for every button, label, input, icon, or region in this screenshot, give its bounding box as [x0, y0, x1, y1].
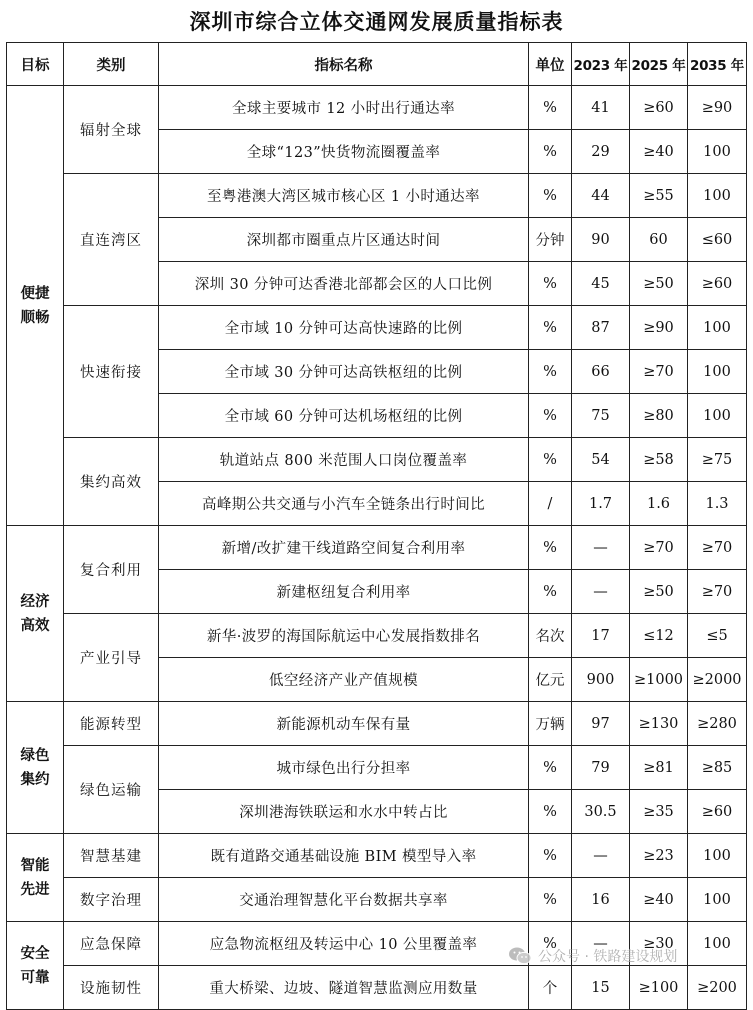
- goal-label: 安全 可靠: [20, 945, 50, 986]
- goal-label: 经济 高效: [20, 593, 50, 634]
- target-2025-cell: ≥80: [630, 394, 688, 438]
- goal-cell: [7, 834, 64, 922]
- target-2035-cell: 100: [688, 922, 747, 966]
- table-row: [7, 306, 747, 350]
- category-cell: 产业引导: [64, 614, 159, 702]
- category-cell: 绿色运输: [64, 746, 159, 834]
- indicator-name-cell: 应急物流枢纽及转运中心 10 公里覆盖率: [159, 922, 529, 966]
- target-2025-cell: ≥1000: [630, 658, 688, 702]
- value-2023-cell: —: [572, 834, 630, 878]
- value-2023-cell: 30.5: [572, 790, 630, 834]
- unit-cell: 个: [529, 966, 572, 1010]
- unit-cell: %: [529, 878, 572, 922]
- unit-cell: %: [529, 526, 572, 570]
- indicator-name-cell: 新建枢纽复合利用率: [159, 570, 529, 614]
- value-2023-cell: —: [572, 570, 630, 614]
- target-2035-cell: 100: [688, 834, 747, 878]
- category-cell: 应急保障: [64, 922, 159, 966]
- target-2025-cell: 1.6: [630, 482, 688, 526]
- indicator-name-cell: 新能源机动车保有量: [159, 702, 529, 746]
- target-2025-cell: ≥81: [630, 746, 688, 790]
- target-2035-cell: 100: [688, 306, 747, 350]
- value-2023-cell: 97: [572, 702, 630, 746]
- target-2025-cell: ≥130: [630, 702, 688, 746]
- indicator-name-cell: 城市绿色出行分担率: [159, 746, 529, 790]
- target-2025-cell: ≥35: [630, 790, 688, 834]
- unit-cell: 分钟: [529, 218, 572, 262]
- goal-label: 绿色 集约: [20, 747, 50, 788]
- unit-cell: %: [529, 570, 572, 614]
- header-goal: 目标: [7, 43, 64, 86]
- unit-cell: 万辆: [529, 702, 572, 746]
- goal-cell: [7, 526, 64, 702]
- table-row: [7, 174, 747, 218]
- target-2025-cell: ≥58: [630, 438, 688, 482]
- target-2035-cell: 100: [688, 878, 747, 922]
- unit-cell: %: [529, 262, 572, 306]
- target-2035-cell: 100: [688, 394, 747, 438]
- category-cell: 集约高效: [64, 438, 159, 526]
- category-cell: 复合利用: [64, 526, 159, 614]
- indicator-name-cell: 全市域 60 分钟可达机场枢纽的比例: [159, 394, 529, 438]
- table-row: [7, 702, 747, 746]
- unit-cell: 亿元: [529, 658, 572, 702]
- header-category: 类别: [64, 43, 159, 86]
- value-2023-cell: 66: [572, 350, 630, 394]
- target-2035-cell: 100: [688, 350, 747, 394]
- header-unit: 单位: [529, 43, 572, 86]
- table-body: [7, 86, 747, 1010]
- indicator-name-cell: 高峰期公共交通与小汽车全链条出行时间比: [159, 482, 529, 526]
- target-2025-cell: ≥55: [630, 174, 688, 218]
- goal-cell: [7, 86, 64, 526]
- target-2035-cell: ≥70: [688, 526, 747, 570]
- target-2035-cell: ≥280: [688, 702, 747, 746]
- target-2025-cell: ≤12: [630, 614, 688, 658]
- table-row: [7, 438, 747, 482]
- indicator-table: [6, 42, 747, 1010]
- unit-cell: %: [529, 438, 572, 482]
- header-indicator-name: 指标名称: [159, 43, 529, 86]
- unit-cell: %: [529, 834, 572, 878]
- value-2023-cell: 16: [572, 878, 630, 922]
- target-2035-cell: 1.3: [688, 482, 747, 526]
- category-cell: 设施韧性: [64, 966, 159, 1010]
- unit-cell: %: [529, 922, 572, 966]
- table-row: [7, 966, 747, 1010]
- table-row: [7, 746, 747, 790]
- goal-label: 智能 先进: [20, 857, 50, 898]
- indicator-name-cell: 轨道站点 800 米范围人口岗位覆盖率: [159, 438, 529, 482]
- unit-cell: %: [529, 394, 572, 438]
- unit-cell: %: [529, 86, 572, 130]
- target-2025-cell: ≥40: [630, 878, 688, 922]
- target-2035-cell: ≥200: [688, 966, 747, 1010]
- value-2023-cell: 54: [572, 438, 630, 482]
- indicator-name-cell: 全市域 10 分钟可达高快速路的比例: [159, 306, 529, 350]
- indicator-name-cell: 新华·波罗的海国际航运中心发展指数排名: [159, 614, 529, 658]
- target-2025-cell: ≥70: [630, 526, 688, 570]
- indicator-name-cell: 深圳港海铁联运和水水中转占比: [159, 790, 529, 834]
- table-row: [7, 526, 747, 570]
- table-row: [7, 878, 747, 922]
- target-2025-cell: ≥40: [630, 130, 688, 174]
- target-2035-cell: ≥70: [688, 570, 747, 614]
- target-2035-cell: ≥85: [688, 746, 747, 790]
- value-2023-cell: 29: [572, 130, 630, 174]
- category-cell: 辐射全球: [64, 86, 159, 174]
- target-2025-cell: ≥100: [630, 966, 688, 1010]
- target-2025-cell: ≥50: [630, 262, 688, 306]
- indicator-name-cell: 全球主要城市 12 小时出行通达率: [159, 86, 529, 130]
- value-2023-cell: 45: [572, 262, 630, 306]
- indicator-name-cell: 深圳都市圈重点片区通达时间: [159, 218, 529, 262]
- table-row: [7, 922, 747, 966]
- value-2023-cell: 44: [572, 174, 630, 218]
- unit-cell: %: [529, 790, 572, 834]
- unit-cell: %: [529, 174, 572, 218]
- indicator-name-cell: 重大桥梁、边坡、隧道智慧监测应用数量: [159, 966, 529, 1010]
- target-2035-cell: ≥60: [688, 262, 747, 306]
- category-cell: 智慧基建: [64, 834, 159, 878]
- unit-cell: %: [529, 350, 572, 394]
- indicator-name-cell: 全市域 30 分钟可达高铁枢纽的比例: [159, 350, 529, 394]
- target-2035-cell: ≥2000: [688, 658, 747, 702]
- target-2025-cell: ≥50: [630, 570, 688, 614]
- category-cell: 数字治理: [64, 878, 159, 922]
- unit-cell: /: [529, 482, 572, 526]
- value-2023-cell: 41: [572, 86, 630, 130]
- target-2025-cell: ≥23: [630, 834, 688, 878]
- value-2023-cell: 90: [572, 218, 630, 262]
- value-2023-cell: 17: [572, 614, 630, 658]
- watermark-text: 公众号 · 铁路建设规划: [538, 949, 678, 965]
- target-2035-cell: 100: [688, 130, 747, 174]
- table-row: [7, 86, 747, 130]
- category-cell: 直连湾区: [64, 174, 159, 306]
- indicator-name-cell: 新增/改扩建干线道路空间复合利用率: [159, 526, 529, 570]
- unit-cell: %: [529, 306, 572, 350]
- value-2023-cell: 15: [572, 966, 630, 1010]
- unit-cell: 名次: [529, 614, 572, 658]
- target-2025-cell: ≥30: [630, 922, 688, 966]
- goal-label: 便捷 顺畅: [20, 285, 50, 326]
- goal-cell: [7, 922, 64, 1010]
- target-2025-cell: ≥70: [630, 350, 688, 394]
- value-2023-cell: 900: [572, 658, 630, 702]
- unit-cell: %: [529, 130, 572, 174]
- target-2025-cell: ≥60: [630, 86, 688, 130]
- value-2023-cell: —: [572, 526, 630, 570]
- target-2035-cell: 100: [688, 174, 747, 218]
- target-2025-cell: 60: [630, 218, 688, 262]
- unit-cell: %: [529, 746, 572, 790]
- header-2025: 2025 年: [630, 43, 688, 86]
- value-2023-cell: —: [572, 922, 630, 966]
- target-2035-cell: ≥75: [688, 438, 747, 482]
- target-2035-cell: ≥90: [688, 86, 747, 130]
- value-2023-cell: 75: [572, 394, 630, 438]
- indicator-name-cell: 深圳 30 分钟可达香港北部都会区的人口比例: [159, 262, 529, 306]
- indicator-name-cell: 既有道路交通基础设施 BIM 模型导入率: [159, 834, 529, 878]
- target-2035-cell: ≤60: [688, 218, 747, 262]
- indicator-name-cell: 低空经济产业产值规模: [159, 658, 529, 702]
- header-2035: 2035 年: [688, 43, 747, 86]
- goal-cell: [7, 702, 64, 834]
- indicator-name-cell: 至粤港澳大湾区城市核心区 1 小时通达率: [159, 174, 529, 218]
- category-cell: 能源转型: [64, 702, 159, 746]
- page-title: 深圳市综合立体交通网发展质量指标表: [189, 10, 564, 34]
- table-row: [7, 834, 747, 878]
- category-cell: 快速衔接: [64, 306, 159, 438]
- value-2023-cell: 87: [572, 306, 630, 350]
- value-2023-cell: 79: [572, 746, 630, 790]
- indicator-name-cell: 全球“123”快货物流圈覆盖率: [159, 130, 529, 174]
- table-header-row: [7, 43, 747, 86]
- header-2023: 2023 年: [572, 43, 630, 86]
- value-2023-cell: 1.7: [572, 482, 630, 526]
- target-2035-cell: ≥60: [688, 790, 747, 834]
- indicator-name-cell: 交通治理智慧化平台数据共享率: [159, 878, 529, 922]
- table-row: [7, 614, 747, 658]
- target-2035-cell: ≤5: [688, 614, 747, 658]
- target-2025-cell: ≥90: [630, 306, 688, 350]
